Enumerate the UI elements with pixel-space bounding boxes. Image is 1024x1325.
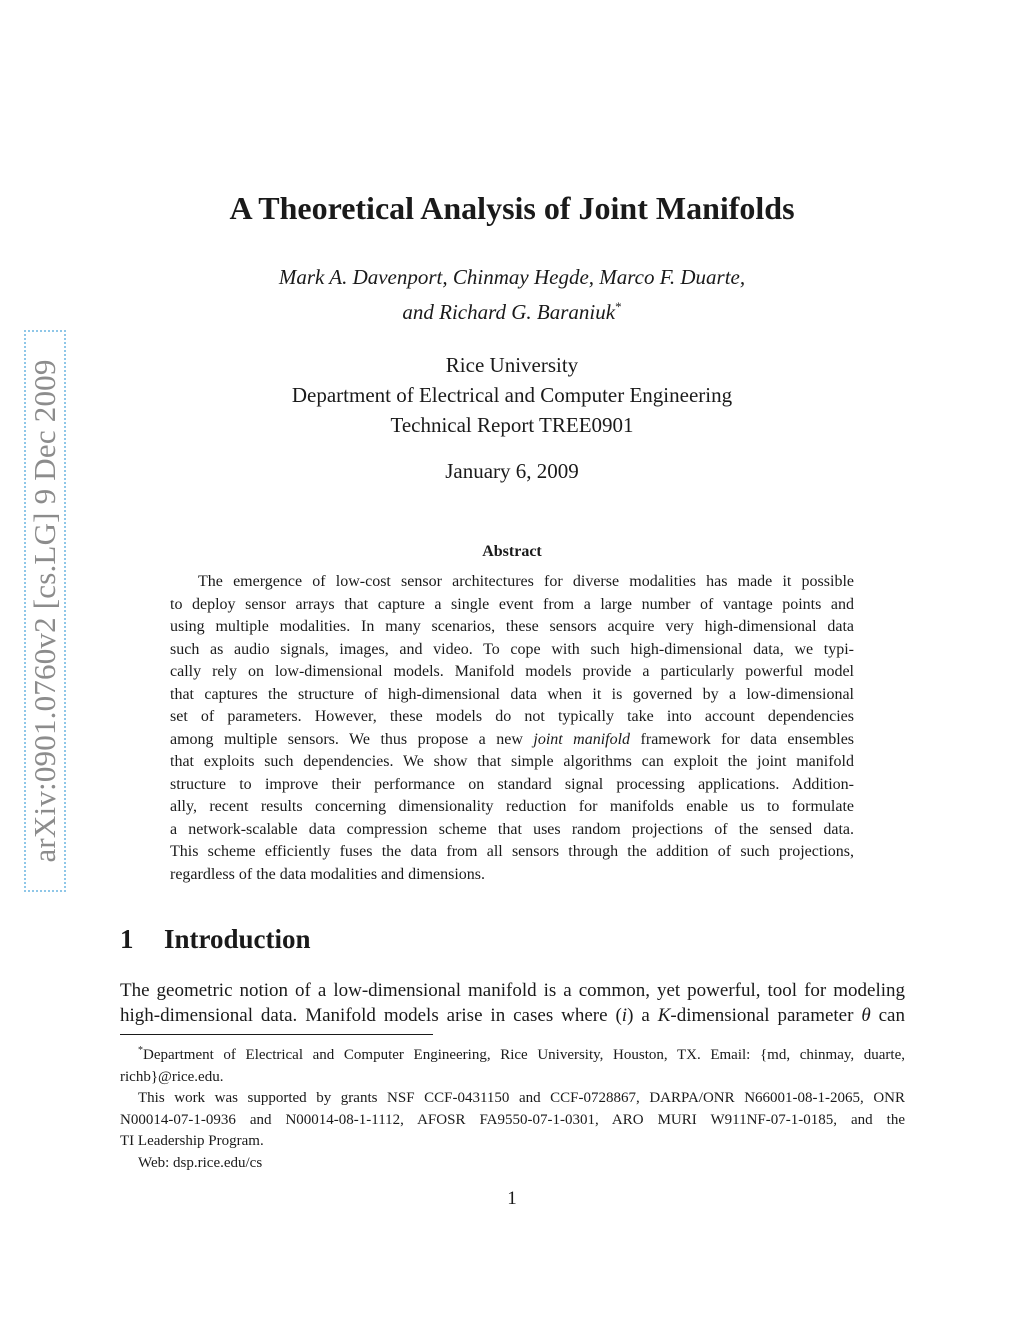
abstract-line [170,729,854,752]
body-text-part: ) a [627,1005,658,1026]
body-text-part: high-dimensional data. Manifold models arise in cases where ( [120,1005,622,1026]
footnote-text: Department of Electrical and Computer Engineering, Rice University, Houston, TX. Email: {md, chinmay, duarte, [143,1047,905,1063]
abstract-line: This scheme efficiently fuses the data from all sensors through the addition of such projections, [170,843,854,860]
paper-date: January 6, 2009 [445,459,579,483]
abstract-emphasis: joint manifold [533,730,631,748]
body-line: The geometric notion of a low-dimensional manifold is a common, yet powerful, tool for modeling [120,980,905,1001]
abstract-line-part: framework for data ensembles [640,730,855,748]
section-heading [120,924,311,955]
author-list [0,262,1024,327]
abstract-line: to deploy sensor arrays that capture a single event from a large number of vantage points and [170,595,854,613]
abstract-line-part: among multiple sensors. We thus propose a new [170,730,523,748]
footnote-line: Web: dsp.rice.edu/cs [138,1154,263,1171]
affiliation-university: Rice University [445,353,579,377]
abstract-line: a network-scalable data compression scheme that uses random projections of the sensed data. [170,820,854,838]
authors-line-2-text: and Richard G. Baraniuk [402,300,616,324]
footnote-marker: * [138,1045,143,1056]
author-footnote-marker: * [615,299,622,314]
footnote-line: This work was supported by grants NSF CCF-0431150 and CCF-0728867, DARPA/ONR N66001-08-1-2065, ONR [138,1090,905,1106]
abstract-line: cally rely on low-dimensional models. Manifold models provide a particularly powerful model [170,663,854,680]
abstract-line: using multiple modalities. In many scenarios, these sensors acquire very high-dimensional data [170,618,854,635]
section-number: 1 [120,924,134,954]
footnotes [120,1040,905,1174]
footnote-line: richb}@rice.edu. [120,1068,224,1085]
arxiv-identifier: arXiv:0901.0760v2 [cs.LG] 9 Dec 2009 [27,359,62,863]
page-number: 1 [507,1188,517,1209]
abstract-line: such as audio signals, images, and video. To cope with such high-dimensional data, we typi- [170,640,854,658]
abstract-line: ally, recent results concerning dimensionality reduction for manifolds enable us to formulate [170,798,854,815]
math-K: K [657,1005,671,1026]
paper-title: A Theoretical Analysis of Joint Manifolds [229,190,795,226]
math-i: i [621,1005,628,1026]
abstract-line: that captures the structure of high-dimensional data when it is governed by a low-dimensional [170,685,854,703]
footnote-line: TI Leadership Program. [120,1133,264,1149]
authors-line-2 [0,292,1024,327]
introduction-text [120,978,905,1028]
abstract-line: regardless of the data modalities and dimensions. [170,865,486,883]
affiliation-report: Technical Report TREE0901 [390,413,634,437]
affiliation-department: Department of Electrical and Computer Engineering [291,383,733,407]
affiliation-block [0,350,1024,440]
abstract-line: that exploits such dependencies. We show that simple algorithms can exploit the joint manifold [170,753,854,770]
abstract-heading: Abstract [482,543,542,560]
footnote-line: N00014-07-1-0936 and N00014-08-1-1112, AFOSR FA9550-07-1-0301, ARO MURI W911NF-07-1-0185, and the [120,1111,905,1128]
body-line [120,1003,905,1028]
section-title: Introduction [164,924,311,954]
footnote-rule [120,1034,433,1035]
authors-line-1: Mark A. Davenport, Chinmay Hegde, Marco F. Duarte, [278,265,746,289]
body-text-part: -dimensional parameter [670,1005,862,1026]
footnote-line [120,1040,905,1067]
abstract-body [170,571,854,886]
abstract-line: set of parameters. However, these models do not typically take into account dependencies [170,708,854,725]
abstract-line: The emergence of low-cost sensor architectures for diverse modalities has made it possible [198,573,854,590]
body-text-part: can [870,1005,905,1026]
abstract-line: structure to improve their performance on standard signal processing applications. Addition- [170,775,854,793]
math-theta: θ [861,1005,871,1026]
